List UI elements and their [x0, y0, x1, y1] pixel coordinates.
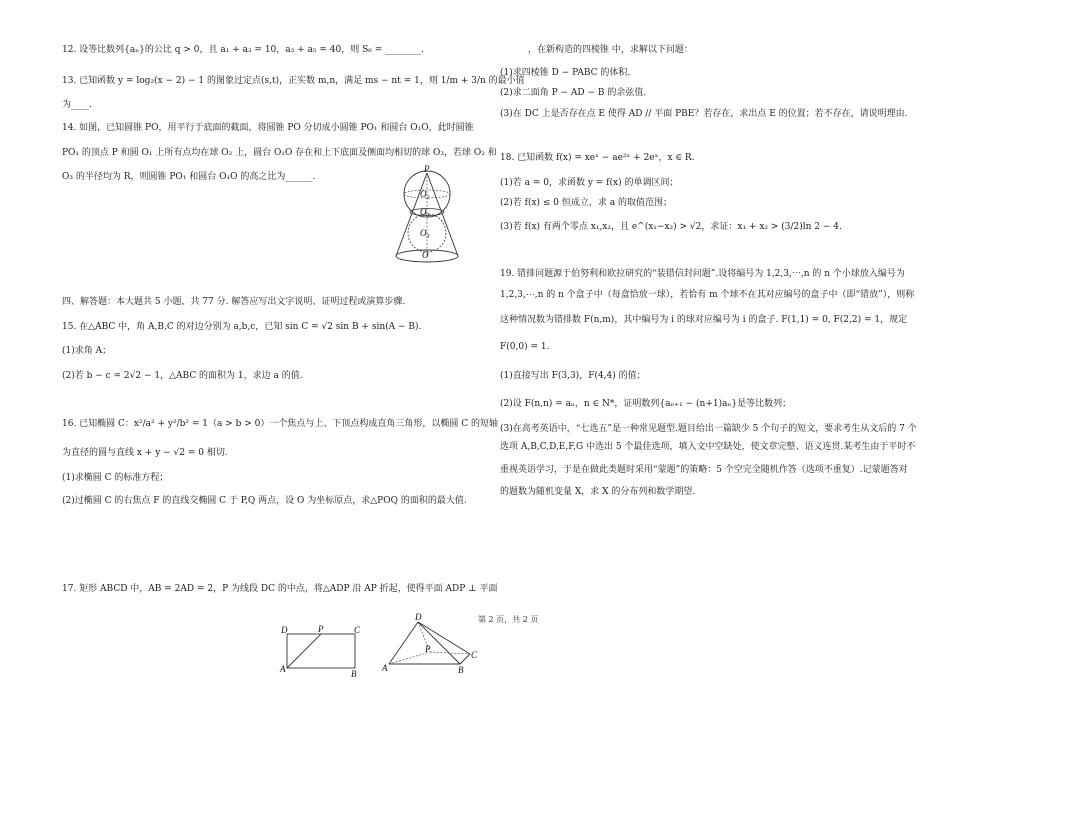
question-17-part-1: (1)求四棱锥 D − PABC 的体积.: [500, 68, 631, 78]
pyr-label-D: D: [415, 612, 422, 622]
question-14-line-2: PO₁ 的顶点 P 和圆 O₁ 上所有点均在球 O₂ 上，圆台 O₁O 存在和上下底面及侧面均相切的球 O₃，若球 O₂ 和: [62, 148, 497, 158]
rect-label-C: C: [354, 625, 361, 635]
question-14-line-3: O₃ 的半径均为 R，则圆锥 PO₁ 和圆台 O₁O 的高之比为______.: [62, 172, 316, 182]
rect-label-A: A: [280, 664, 286, 674]
question-17-line-1: 17. 矩形 ABCD 中，AB = 2AD = 2，P 为线段 DC 的中点，将△ADP 沿 AP 折起，使得平面 ADP ⊥ 平面: [62, 584, 498, 594]
question-19-line-3: 这种情况数为错排数 F(n,m)，其中编号为 i 的球对应编号为 i 的盒子. F(1,1) = 0, F(2,2) = 1，规定: [500, 315, 908, 325]
question-16-part-2: (2)过椭圆 C 的右焦点 F 的直线交椭圆 C 于 P,Q 两点，设 O 为坐标原点，求△POQ 的面积的最大值.: [62, 496, 467, 506]
pyr-label-B: B: [458, 665, 464, 675]
label-O: O: [422, 250, 429, 260]
question-19-line-1: 19. 错排问题源于伯努利和欧拉研究的“装错信封问题”.设将编号为 1,2,3,⋯,n 的 n 个小球放入编号为: [500, 269, 905, 279]
pyramid-figure: [380, 612, 478, 678]
question-14-line-1: 14. 如图，已知圆锥 PO，用平行于底面的截面，将圆锥 PO 分切成小圆锥 PO₁ 和圆台 O₁O，此时圆锥: [62, 123, 474, 133]
question-19-part-1: (1)直接写出 F(3,3)，F(4,4) 的值；: [500, 371, 646, 381]
pyr-label-P: P: [425, 644, 431, 654]
page-footer: 第 2 页，共 2 页: [478, 615, 539, 624]
question-13-line-1: 13. 已知函数 y = log₂(x − 2) − 1 的图象过定点(s,t)，正实数 m,n，满足 ms − nt = 1，则 1/m + 3/n 的最小值: [62, 76, 525, 86]
label-O3: O₃: [420, 228, 430, 238]
question-19-line-4: F(0,0) = 1.: [500, 342, 550, 352]
question-19-part-3-line-1: (3)在高考英语中，“七选五”是一种常见题型.题目给出一篇缺少 5 个句子的短文，要求考生从文后的 7 个: [500, 424, 917, 434]
question-19-part-3-line-2: 选项 A,B,C,D,E,F,G 中选出 5 个最佳选项，填入文中空缺处，使文章完整、语义连贯.某考生由于平时不: [500, 442, 916, 452]
question-17-part-3: (3)在 DC 上是否存在点 E 使得 AD // 平面 PBE？若存在，求出点 E 的位置；若不存在，请说明理由.: [500, 109, 908, 119]
section-4-heading: 四、解答题：本大题共 5 小题，共 77 分. 解答应写出文字说明、证明过程或演算步骤.: [62, 297, 406, 307]
question-13-line-2: 为____.: [62, 100, 92, 110]
pyr-label-C: C: [471, 650, 478, 660]
question-16-line-2: 为直径的圆与直线 x + y − √2 = 0 相切.: [62, 448, 228, 458]
question-15-part-1: (1)求角 A；: [62, 346, 112, 356]
question-16-part-1: (1)求椭圆 C 的标准方程；: [62, 473, 169, 483]
question-18-part-3: (3)若 f(x) 有两个零点 x₁,x₂，且 e^(x₁−x₂) > √2，求证：x₁ + x₂ > (3/2)ln 2 − 4.: [500, 222, 842, 232]
question-12: 12. 设等比数列{aₙ}的公比 q > 0，且 a₁ + a₃ = 10，a₃ + a₅ = 40，则 S₆ = ________.: [62, 45, 424, 55]
question-18-part-1: (1)若 a = 0，求函数 y = f(x) 的单调区间；: [500, 178, 679, 188]
label-O1: O₁: [420, 207, 430, 217]
rect-label-B: B: [351, 669, 357, 679]
rect-label-D: D: [281, 625, 288, 635]
question-18-line-1: 18. 已知函数 f(x) = xeˣ − ae²ˣ + 2eˣ，x ∈ R.: [500, 153, 695, 163]
question-19-part-3-line-4: 的题数为随机变量 X，求 X 的分布列和数学期望.: [500, 487, 696, 497]
question-16-line-1: 16. 已知椭圆 C：x²/a² + y²/b² = 1（a > b > 0）一个焦点与上、下顶点构成直角三角形，以椭圆 C 的短轴: [62, 419, 498, 429]
question-19-line-2: 1,2,3,⋯,n 的 n 个盒子中（每盒恰放一球），若恰有 m 个球不在其对应编号的盒子中（即“错放”），则称: [500, 290, 915, 300]
question-15-line-1: 15. 在△ABC 中，角 A,B,C 的对边分别为 a,b,c，已知 sin C = √2 sin B + sin(A − B).: [62, 322, 422, 332]
question-19-part-3-line-3: 重视英语学习，于是在做此类题时采用“蒙题”的策略：5 个空完全随机作答（选项不重复）.记蒙题答对: [500, 465, 908, 475]
question-15-part-2: (2)若 b − c = 2√2 − 1，△ABC 的面积为 1，求边 a 的值.: [62, 371, 303, 381]
label-O2: O₂: [420, 189, 430, 199]
question-19-part-2: (2)设 F(n,n) = aₙ，n ∈ N*，证明数列{aₙ₊₁ − (n+1)aₙ}是等比数列；: [500, 399, 792, 409]
cone-sphere-figure: [386, 164, 468, 268]
rectangle-figure: [278, 624, 364, 678]
pyr-label-A: A: [382, 663, 388, 673]
label-P: P: [424, 164, 430, 174]
question-17-line-2: ，在新构造的四棱锥 中，求解以下问题：: [528, 45, 693, 55]
question-17-part-2: (2)求二面角 P − AD − B 的余弦值.: [500, 88, 647, 98]
question-18-part-2: (2)若 f(x) ≤ 0 恒成立，求 a 的取值范围；: [500, 198, 672, 208]
rect-label-P: P: [318, 624, 324, 634]
